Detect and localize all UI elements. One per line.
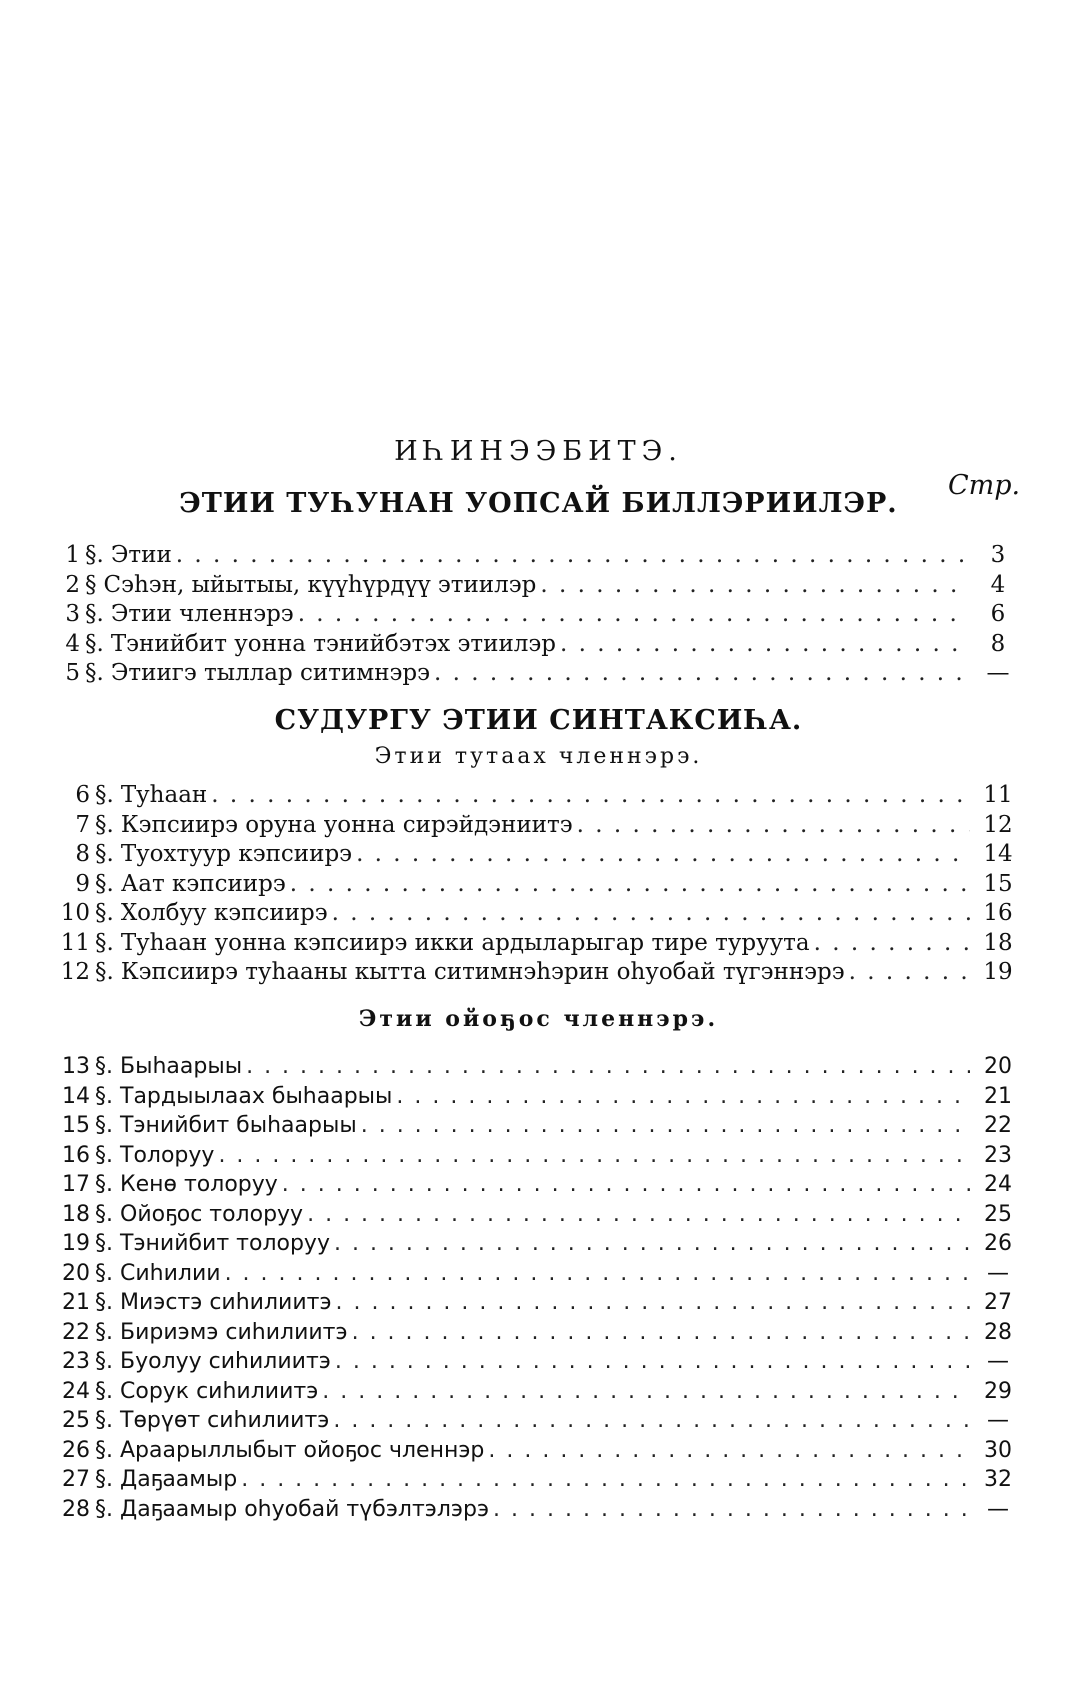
toc-entry-label: Этии членнэрэ (110, 601, 294, 627)
toc-entry (20, 572, 1020, 602)
toc-entry-page: — (987, 1260, 1009, 1286)
section-sign: §. (95, 782, 114, 808)
toc-entry (30, 1084, 1020, 1114)
toc-entry (30, 959, 1020, 989)
dot-leader (356, 841, 970, 867)
section-sign: §. (95, 1319, 113, 1345)
toc-entry-page: 20 (984, 1054, 1012, 1079)
toc-entry (30, 1231, 1020, 1261)
section-sign: §. (85, 660, 104, 686)
section-sign: §. (95, 929, 114, 956)
section-sign: §. (85, 542, 104, 568)
toc-entry-page: 3 (990, 542, 1006, 568)
toc-entry-page: 29 (984, 1378, 1012, 1404)
toc-entry-label: Ойоҕос толоруу (120, 1201, 304, 1227)
toc-entry-number: 27 (62, 1467, 90, 1492)
toc-entry-page: — (987, 1349, 1009, 1374)
dot-leader (493, 1497, 970, 1522)
toc-entry (30, 1497, 1020, 1527)
section-title-syntax: СУДУРГУ ЭТИИ СИНТАКСИҺА. (274, 705, 803, 736)
toc-entry (30, 900, 1020, 930)
dot-leader (322, 1379, 970, 1404)
dot-leader (336, 1290, 970, 1315)
toc-entry-number: 9 (75, 870, 90, 897)
toc-entry-page: — (987, 1496, 1009, 1522)
toc-entry-number: 7 (75, 811, 90, 838)
dot-leader (577, 812, 970, 838)
toc-entry-number: 14 (62, 1083, 90, 1109)
toc-entry-page: 28 (984, 1319, 1012, 1345)
toc-entry-page: 15 (983, 870, 1013, 897)
section-sign: §. (85, 601, 104, 627)
toc-entry (30, 871, 1020, 901)
toc-entry-page: — (987, 1408, 1009, 1433)
toc-entry-page: 12 (983, 811, 1013, 838)
toc-entry-label: Тэнийбит толоруу (120, 1231, 330, 1256)
section-sign: §. (95, 1467, 113, 1492)
toc-entry (30, 841, 1020, 871)
toc-entry-number: 25 (62, 1408, 90, 1433)
toc-entry-page: 26 (984, 1231, 1012, 1256)
toc-entry-number: 18 (62, 1201, 90, 1227)
subsection-title-main-members: Этии тутаах членнэрэ. (374, 744, 703, 769)
toc-entry-number: 20 (62, 1260, 90, 1286)
toc-entry-label: Туһаан (120, 782, 208, 808)
section-sign: §. (95, 811, 114, 838)
toc-entry-number: 19 (62, 1231, 90, 1256)
toc-entry-number: 3 (65, 601, 80, 627)
toc-entry (30, 1467, 1020, 1497)
toc-entry-label: Тардыылаах быһаарыы (120, 1083, 393, 1109)
toc-entry-number: 2 (65, 571, 80, 598)
toc-entry-number: 17 (62, 1172, 90, 1197)
toc-entry-label: Туһаан уонна кэпсиирэ икки ардыларыгар тире туруута (120, 929, 810, 956)
toc-entry-number: 28 (62, 1496, 90, 1522)
toc-entry-label: Толоруу (120, 1142, 215, 1168)
section-sign: §. (95, 1496, 113, 1522)
toc-general (0, 542, 1020, 690)
toc-entry-page: 21 (984, 1083, 1012, 1109)
dot-leader (225, 1261, 970, 1286)
toc-entry-number: 6 (75, 782, 90, 808)
toc-entry-label: Туохтуур кэпсиирэ (120, 841, 353, 867)
toc-entry-number: 11 (60, 929, 90, 956)
dot-leader (176, 542, 970, 568)
toc-entry-label: Сиһилии (120, 1260, 221, 1286)
toc-entry-label: Тэнийбит уонна тэнийбэтэх этиилэр (110, 630, 556, 657)
toc-entry-page: 16 (983, 900, 1013, 926)
section-sign: §. (85, 630, 104, 657)
toc-entry-number: 5 (65, 660, 80, 686)
dot-leader (218, 1143, 970, 1168)
dot-leader (334, 1231, 970, 1256)
section-sign: §. (95, 1142, 113, 1168)
toc-secondary-members (0, 1054, 1020, 1526)
section-sign: § (85, 571, 97, 598)
dot-leader (298, 601, 970, 627)
section-sign: §. (95, 959, 114, 985)
dot-leader (814, 930, 970, 956)
toc-entry-number: 12 (60, 959, 90, 985)
toc-entry-label: Төрүөт сиһилиитэ (120, 1408, 330, 1433)
toc-entry-page: 27 (984, 1290, 1012, 1315)
toc-entry-label: Буолуу сиһилиитэ (120, 1349, 331, 1374)
section-sign: §. (95, 1231, 113, 1256)
dot-leader (333, 1408, 970, 1433)
toc-entry-number: 22 (62, 1319, 90, 1345)
toc-entry-label: Араарыллыбыт ойоҕос членнэр (120, 1437, 485, 1463)
toc-entry-page: 4 (990, 571, 1006, 598)
toc-main-members (0, 782, 1020, 989)
toc-entry (30, 930, 1020, 960)
section-sign: §. (95, 1378, 113, 1404)
toc-entry-page: 24 (984, 1172, 1012, 1197)
section-sign: §. (95, 900, 114, 926)
toc-entry-label: Даҕаамыр оһуобай түбэлтэлэрэ (120, 1496, 490, 1522)
dot-leader (560, 631, 970, 657)
toc-entry-page: 14 (983, 841, 1013, 867)
section-sign: §. (95, 1349, 113, 1374)
toc-entry-number: 15 (62, 1113, 90, 1138)
dot-leader (361, 1113, 970, 1138)
toc-entry-page: 11 (983, 782, 1013, 808)
toc-entry (30, 1143, 1020, 1173)
dot-leader (307, 1202, 970, 1227)
toc-entry-label: Кэпсиирэ оруна уонна сирэйдэниитэ (120, 811, 573, 838)
toc-entry (30, 1408, 1020, 1438)
toc-entry-page: 23 (984, 1142, 1012, 1168)
toc-entry-page: 30 (984, 1437, 1012, 1463)
toc-entry-page: 18 (983, 929, 1013, 956)
toc-entry (20, 542, 1020, 572)
dot-leader (540, 572, 970, 598)
toc-entry (30, 782, 1020, 812)
page-column-label: Стр. (948, 470, 1021, 501)
section-sign: §. (95, 841, 114, 867)
subsection-title-secondary-members: Этии ойоҕос членнэрэ. (358, 1006, 719, 1032)
toc-entry-number: 1 (65, 542, 80, 568)
toc-entry (30, 1438, 1020, 1468)
toc-entry-page: 6 (990, 601, 1006, 627)
toc-entry-page: 8 (990, 630, 1006, 657)
toc-entry (30, 812, 1020, 842)
toc-entry (30, 1113, 1020, 1143)
toc-entry-page: 19 (983, 959, 1013, 985)
toc-entry-label: Холбуу кэпсиирэ (120, 900, 328, 926)
section-sign: §. (95, 1290, 113, 1315)
toc-entry-label: Этии (110, 542, 172, 568)
toc-entry (30, 1054, 1020, 1084)
toc-entry (30, 1320, 1020, 1350)
toc-entry-label: Кэпсиирэ туһааны кытта ситимнэһэрин оһуобай түгэннэрэ (120, 959, 845, 985)
toc-entry (30, 1261, 1020, 1291)
toc-entry-label: Сорук сиһилиитэ (120, 1378, 319, 1404)
dot-leader (211, 782, 970, 808)
section-sign: §. (95, 1260, 113, 1286)
toc-entry-number: 10 (60, 900, 90, 926)
toc-entry (30, 1290, 1020, 1320)
toc-entry-number: 24 (62, 1378, 90, 1404)
toc-entry-number: 4 (65, 630, 80, 657)
toc-entry (30, 1379, 1020, 1409)
toc-entry-page: 32 (984, 1467, 1012, 1492)
toc-entry-label: Сэһэн, ыйытыы, күүһүрдүү этиилэр (103, 571, 537, 598)
section-sign: §. (95, 1201, 113, 1227)
section-title-general: ЭТИИ ТУҺУНАН УОПСАЙ БИЛЛЭРИИЛЭР. (179, 488, 898, 519)
toc-entry-number: 16 (62, 1142, 90, 1168)
dot-leader (335, 1349, 970, 1374)
toc-entry-label: Тэнийбит быһаарыы (120, 1113, 357, 1138)
toc-entry-number: 26 (62, 1437, 90, 1463)
toc-entry-label: Быһаарыы (120, 1054, 243, 1079)
toc-entry (20, 660, 1020, 690)
toc-entry-label: Даҕаамыр (120, 1467, 238, 1492)
toc-entry-number: 13 (62, 1054, 90, 1079)
dot-leader (396, 1084, 970, 1109)
dot-leader (352, 1320, 970, 1345)
toc-entry (20, 601, 1020, 631)
section-sign: §. (95, 1083, 113, 1109)
section-sign: §. (95, 870, 114, 897)
toc-entry-page: — (986, 660, 1010, 686)
toc-entry (20, 631, 1020, 661)
toc-entry-label: Аат кэпсиирэ (120, 870, 286, 897)
toc-entry-label: Этиигэ тыллар ситимнэрэ (110, 660, 431, 686)
toc-entry (30, 1202, 1020, 1232)
toc-entry-page: 22 (984, 1113, 1012, 1138)
dot-leader (849, 959, 970, 985)
section-sign: §. (95, 1408, 113, 1433)
section-sign: §. (95, 1113, 113, 1138)
toc-entry-label: Кенө толоруу (120, 1172, 278, 1197)
dot-leader (246, 1054, 970, 1079)
page-title: ИҺИНЭЭБИТЭ. (394, 436, 683, 467)
toc-entry-number: 21 (62, 1290, 90, 1315)
dot-leader (488, 1438, 970, 1463)
dot-leader (282, 1172, 970, 1197)
section-sign: §. (95, 1437, 113, 1463)
section-sign: §. (95, 1172, 113, 1197)
toc-entry-number: 8 (75, 841, 90, 867)
dot-leader (290, 871, 970, 897)
dot-leader (434, 660, 970, 686)
toc-entry-number: 23 (62, 1349, 90, 1374)
dot-leader (332, 900, 970, 926)
toc-entry-page: 25 (984, 1201, 1012, 1227)
dot-leader (241, 1467, 970, 1492)
section-sign: §. (95, 1054, 113, 1079)
toc-entry (30, 1349, 1020, 1379)
toc-entry (30, 1172, 1020, 1202)
toc-entry-label: Миэстэ сиһилиитэ (120, 1290, 332, 1315)
toc-entry-label: Бириэмэ сиһилиитэ (120, 1319, 348, 1345)
